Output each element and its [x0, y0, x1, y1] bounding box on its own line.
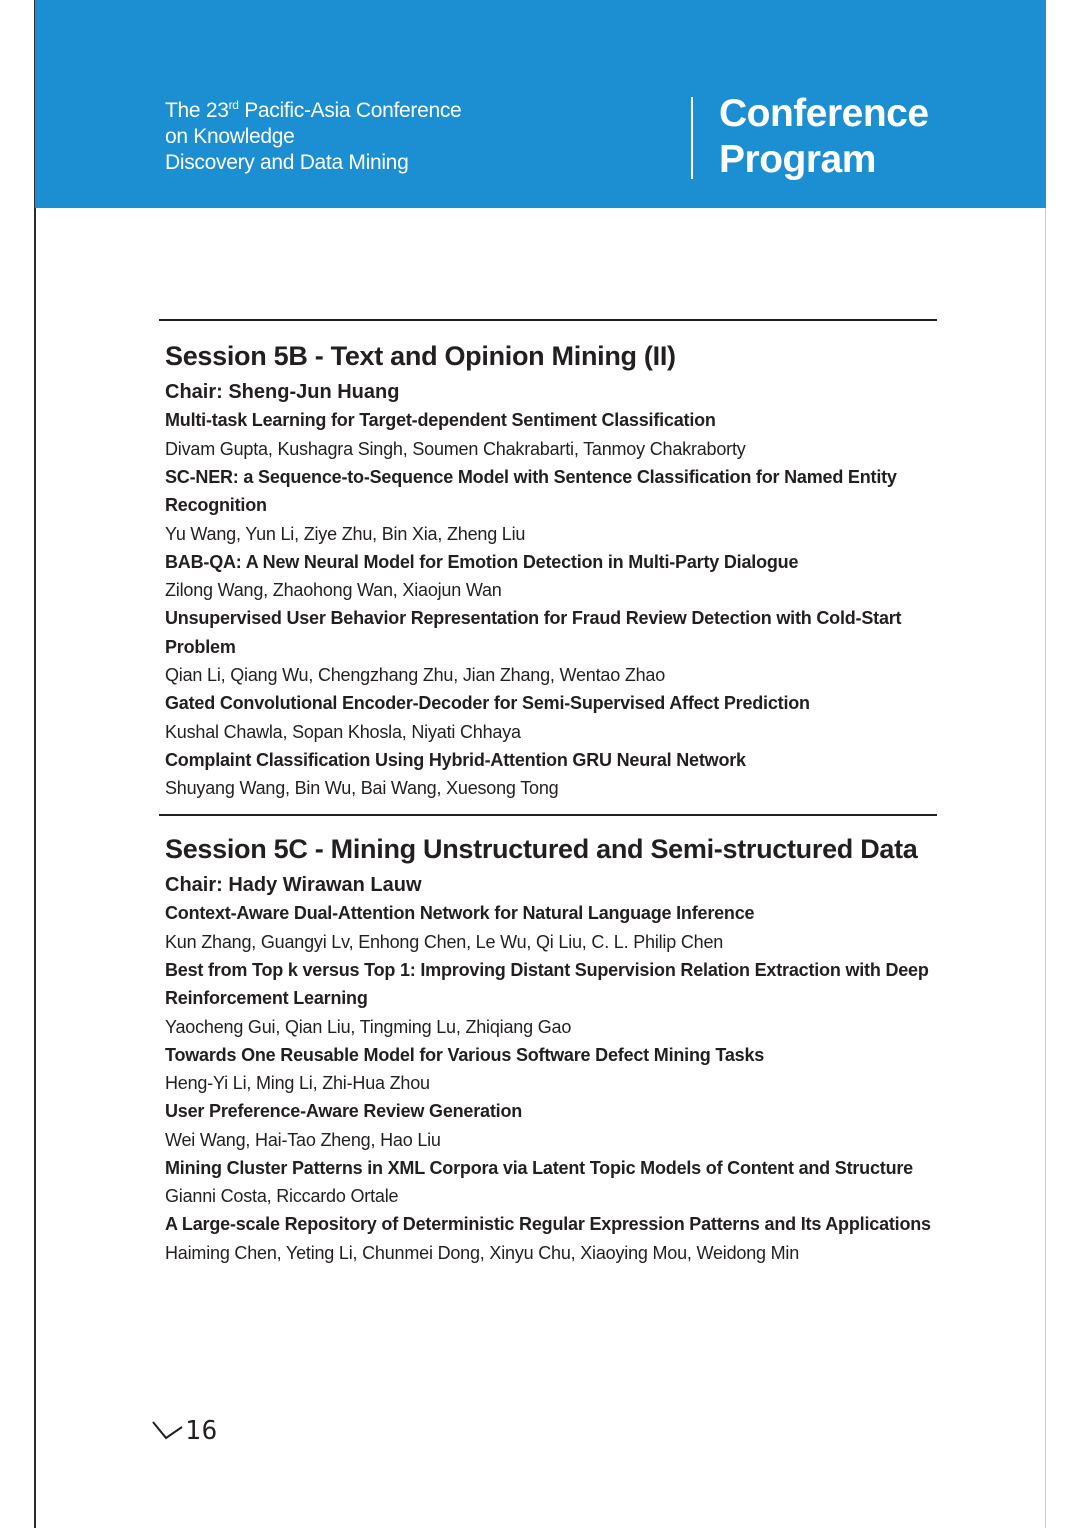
program-title-line1: Conference — [719, 92, 929, 135]
paper-title: Mining Cluster Patterns in XML Corpora via Latent Topic Models of Content and Structure — [165, 1157, 913, 1178]
paper-title: BAB-QA: A New Neural Model for Emotion Detection in Multi-Party Dialogue — [165, 551, 799, 572]
paper-authors: Yaocheng Gui, Qian Liu, Tingming Lu, Zhiqiang Gao — [165, 1016, 572, 1037]
session-divider — [159, 814, 937, 816]
paper-title: Best from Top k versus Top 1: Improving Distant Supervision Relation Extraction with Deep Reinforcement Learning — [165, 959, 929, 1008]
header-divider — [691, 97, 693, 179]
paper-title: User Preference-Aware Review Generation — [165, 1101, 523, 1121]
paper-authors: Zilong Wang, Zhaohong Wan, Xiaojun Wan — [165, 580, 502, 600]
paper-authors: Yu Wang, Yun Li, Ziye Zhu, Bin Xia, Zheng Liu — [165, 523, 526, 544]
session-title: Session 5C - Mining Unstructured and Semi-structured Data — [165, 834, 918, 864]
paper-authors: Kun Zhang, Guangyi Lv, Enhong Chen, Le Wu, Qi Liu, C. L. Philip Chen — [165, 931, 724, 952]
chevron-corner-icon — [152, 1420, 184, 1440]
program-title-line2: Program — [719, 138, 876, 181]
paper-authors: Qian Li, Qiang Wu, Chengzhang Zhu, Jian Zhang, Wentao Zhao — [165, 665, 666, 685]
session-chair: Chair: Sheng-Jun Huang — [165, 381, 400, 403]
paper-authors: Haiming Chen, Yeting Li, Chunmei Dong, Xinyu Chu, Xiaoying Mou, Weidong Min — [165, 1242, 800, 1263]
paper-title: Context-Aware Dual-Attention Network for Natural Language Inference — [165, 903, 755, 923]
conference-name-line3: Discovery and Data Mining — [165, 151, 409, 174]
session-chair: Chair: Hady Wirawan Lauw — [165, 874, 422, 896]
session-5c — [165, 828, 935, 1267]
paper-title: Multi-task Learning for Target-dependent Sentiment Classification — [165, 410, 716, 430]
paper-title: Unsupervised User Behavior Representation for Fraud Review Detection with Cold-Start Problem — [165, 608, 902, 657]
session-5b — [165, 335, 935, 802]
conference-name — [165, 98, 461, 176]
paper-authors: Divam Gupta, Kushagra Singh, Soumen Chakrabarti, Tanmoy Chakraborty — [165, 438, 746, 459]
program-title — [719, 91, 929, 183]
page-number: 16 — [185, 1416, 219, 1446]
paper-title: Gated Convolutional Encoder-Decoder for Semi-Supervised Affect Prediction — [165, 693, 810, 713]
paper-authors: Gianni Costa, Riccardo Ortale — [165, 1186, 399, 1206]
paper-title: Towards One Reusable Model for Various Software Defect Mining Tasks — [165, 1044, 765, 1065]
session-title: Session 5B - Text and Opinion Mining (II) — [165, 341, 676, 371]
session-divider — [159, 319, 937, 321]
paper-authors: Heng-Yi Li, Ming Li, Zhi-Hua Zhou — [165, 1073, 430, 1093]
paper-title: A Large-scale Repository of Deterministic Regular Expression Patterns and Its Applications — [165, 1214, 931, 1234]
paper-title: Complaint Classification Using Hybrid-Attention GRU Neural Network — [165, 749, 746, 770]
paper-authors: Shuyang Wang, Bin Wu, Bai Wang, Xuesong Tong — [165, 778, 559, 798]
paper-authors: Kushal Chawla, Sopan Khosla, Niyati Chhaya — [165, 721, 521, 742]
paper-authors: Wei Wang, Hai-Tao Zheng, Hao Liu — [165, 1129, 441, 1150]
paper-title: SC-NER: a Sequence-to-Sequence Model with Sentence Classification for Named Entity Recognition — [165, 466, 897, 515]
conference-name-line2: on Knowledge — [165, 125, 295, 148]
ordinal-suffix: rd — [228, 98, 239, 112]
conference-name-line1: The 23rd Pacific-Asia Conference — [165, 98, 462, 122]
